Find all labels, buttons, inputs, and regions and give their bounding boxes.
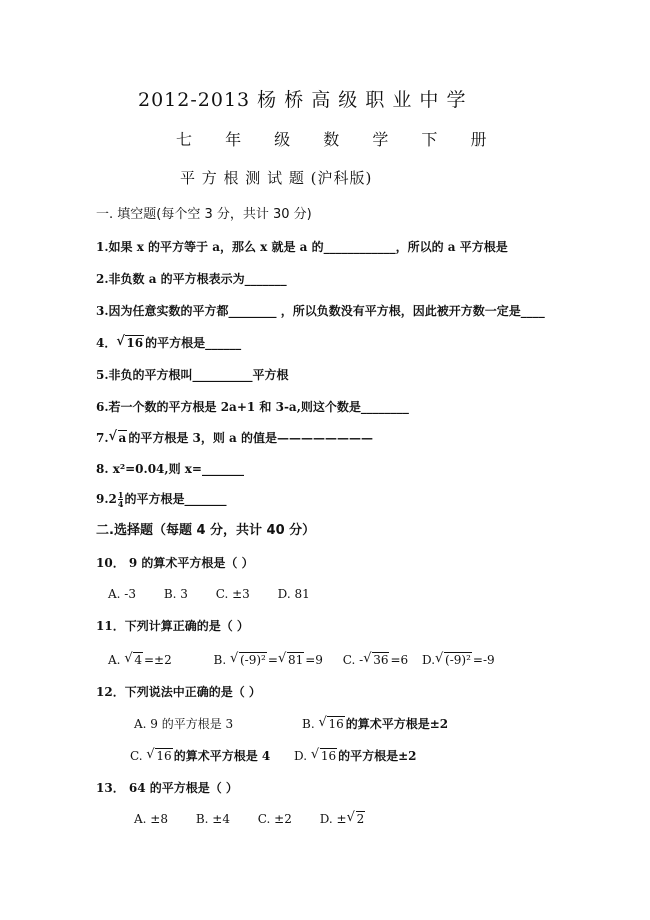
sqrt-symbol	[146, 748, 172, 764]
question-9-prefix: 9.2	[96, 492, 117, 506]
option-b-text: 的算术平方根是±2	[345, 717, 449, 731]
option-b-label: B.	[213, 653, 227, 667]
radicand: 16	[328, 717, 344, 731]
question-12-option-c	[130, 748, 270, 764]
sqrt-symbol	[311, 748, 337, 764]
option-b-equals: =	[267, 653, 278, 667]
option-d	[320, 812, 367, 826]
sqrt-symbol	[230, 652, 267, 668]
option-b	[214, 653, 327, 667]
question-4-number: 4．	[96, 336, 117, 350]
question-11: 11．下列计算正确的是（ ）	[96, 619, 249, 633]
radicand: 16	[320, 749, 337, 763]
option-c-value: =6	[390, 653, 409, 667]
test-title: 平 方 根 测 试 题 (沪科版)	[180, 169, 373, 187]
question-12-option-d	[294, 748, 417, 764]
question-7-text: 的平方根是 3，则 a 的值是————————	[128, 431, 373, 445]
question-4-text: 的平方根是______	[145, 336, 242, 350]
option-a	[108, 653, 176, 667]
school-title: 2012-2013 杨 桥 高 级 职 业 中 学	[138, 89, 467, 111]
option-c-label: C. -	[342, 653, 364, 667]
option-a-value: =±2	[143, 653, 172, 667]
sqrt-symbol	[435, 652, 472, 668]
question-7-number: 7.	[96, 431, 109, 445]
radicand: a	[118, 431, 127, 445]
fraction	[118, 491, 124, 508]
radicand: 81	[287, 653, 304, 667]
radicand: 36	[373, 653, 389, 667]
option-b-value: =9	[305, 653, 323, 667]
question-13-options	[134, 811, 366, 827]
option-d-value: =-9	[472, 653, 495, 667]
radicand: 16	[156, 749, 172, 763]
question-3: 3.因为任意实数的平方都________ ，所以负数没有平方根，因此被开方数一定是____	[96, 304, 545, 318]
fraction-denominator: 4	[117, 499, 124, 509]
option-a-label: A.	[108, 653, 121, 667]
radicand: 2	[356, 812, 365, 826]
question-9-text: 的平方根是_______	[124, 492, 227, 506]
section-fill-in-heading: 一. 填空题(每个空 3 分，共计 30 分)	[96, 207, 312, 222]
option-d-label: D.	[294, 749, 308, 763]
question-1: 1.如果 x 的平方等于 a，那么 x 就是 a 的____________，所以的 a 平方根是	[96, 240, 508, 254]
question-11-options	[108, 652, 495, 668]
sqrt-symbol	[278, 652, 304, 668]
option-c: C. ±3	[215, 587, 250, 601]
sqrt-symbol	[347, 811, 366, 827]
option-d: D. 81	[277, 587, 310, 601]
question-6: 6.若一个数的平方根是 2a+1 和 3-a,则这个数是________	[96, 400, 409, 414]
question-10: 10． 9 的算术平方根是（ ）	[96, 556, 254, 570]
question-5: 5.非负的平方根叫__________平方根	[96, 368, 289, 382]
option-c: C. ±2	[257, 812, 292, 826]
question-12: 12．下列说法中正确的是（ ）	[96, 685, 261, 699]
question-12-option-a: A. 9 的平方根是 3	[134, 717, 234, 731]
question-7	[96, 430, 373, 446]
grade-title: 七 年 级 数 学 下 册	[176, 130, 501, 149]
option-c-text: 的算术平方根是 4	[173, 749, 271, 763]
option-c-label: C.	[130, 749, 143, 763]
option-b-label: B.	[302, 717, 315, 731]
section-choice-heading: 二.选择题（每题 4 分，共计 40 分）	[96, 523, 316, 538]
fraction-numerator: 1	[117, 490, 124, 500]
radicand: (-9)²	[445, 653, 471, 667]
option-d-label: D. ±	[319, 812, 347, 826]
question-10-options	[108, 586, 310, 602]
sqrt-symbol	[109, 430, 128, 446]
sqrt-symbol	[116, 335, 144, 351]
sqrt-symbol	[318, 716, 344, 732]
question-2: 2.非负数 a 的平方根表示为_______	[96, 272, 287, 286]
radicand: 4	[134, 653, 142, 667]
question-13: 13． 64 的平方根是（ ）	[96, 781, 238, 795]
option-b: B. ±4	[195, 812, 230, 826]
option-a: A. -3	[108, 587, 136, 601]
radicand: (-9)²	[240, 653, 266, 667]
sqrt-symbol	[124, 652, 143, 668]
option-b: B. 3	[163, 587, 188, 601]
question-9	[96, 491, 226, 508]
radicand: 16	[126, 336, 144, 350]
option-c	[343, 653, 412, 667]
option-d	[422, 653, 495, 667]
option-d-text: 的平方根是±2	[338, 749, 417, 763]
question-12-option-b	[302, 716, 448, 732]
option-a: A. ±8	[134, 812, 168, 826]
question-8: 8. x²=0.04,则 x=_______	[96, 462, 244, 476]
question-4	[96, 335, 241, 351]
option-d-label: D.	[422, 653, 436, 667]
sqrt-symbol	[363, 652, 389, 668]
